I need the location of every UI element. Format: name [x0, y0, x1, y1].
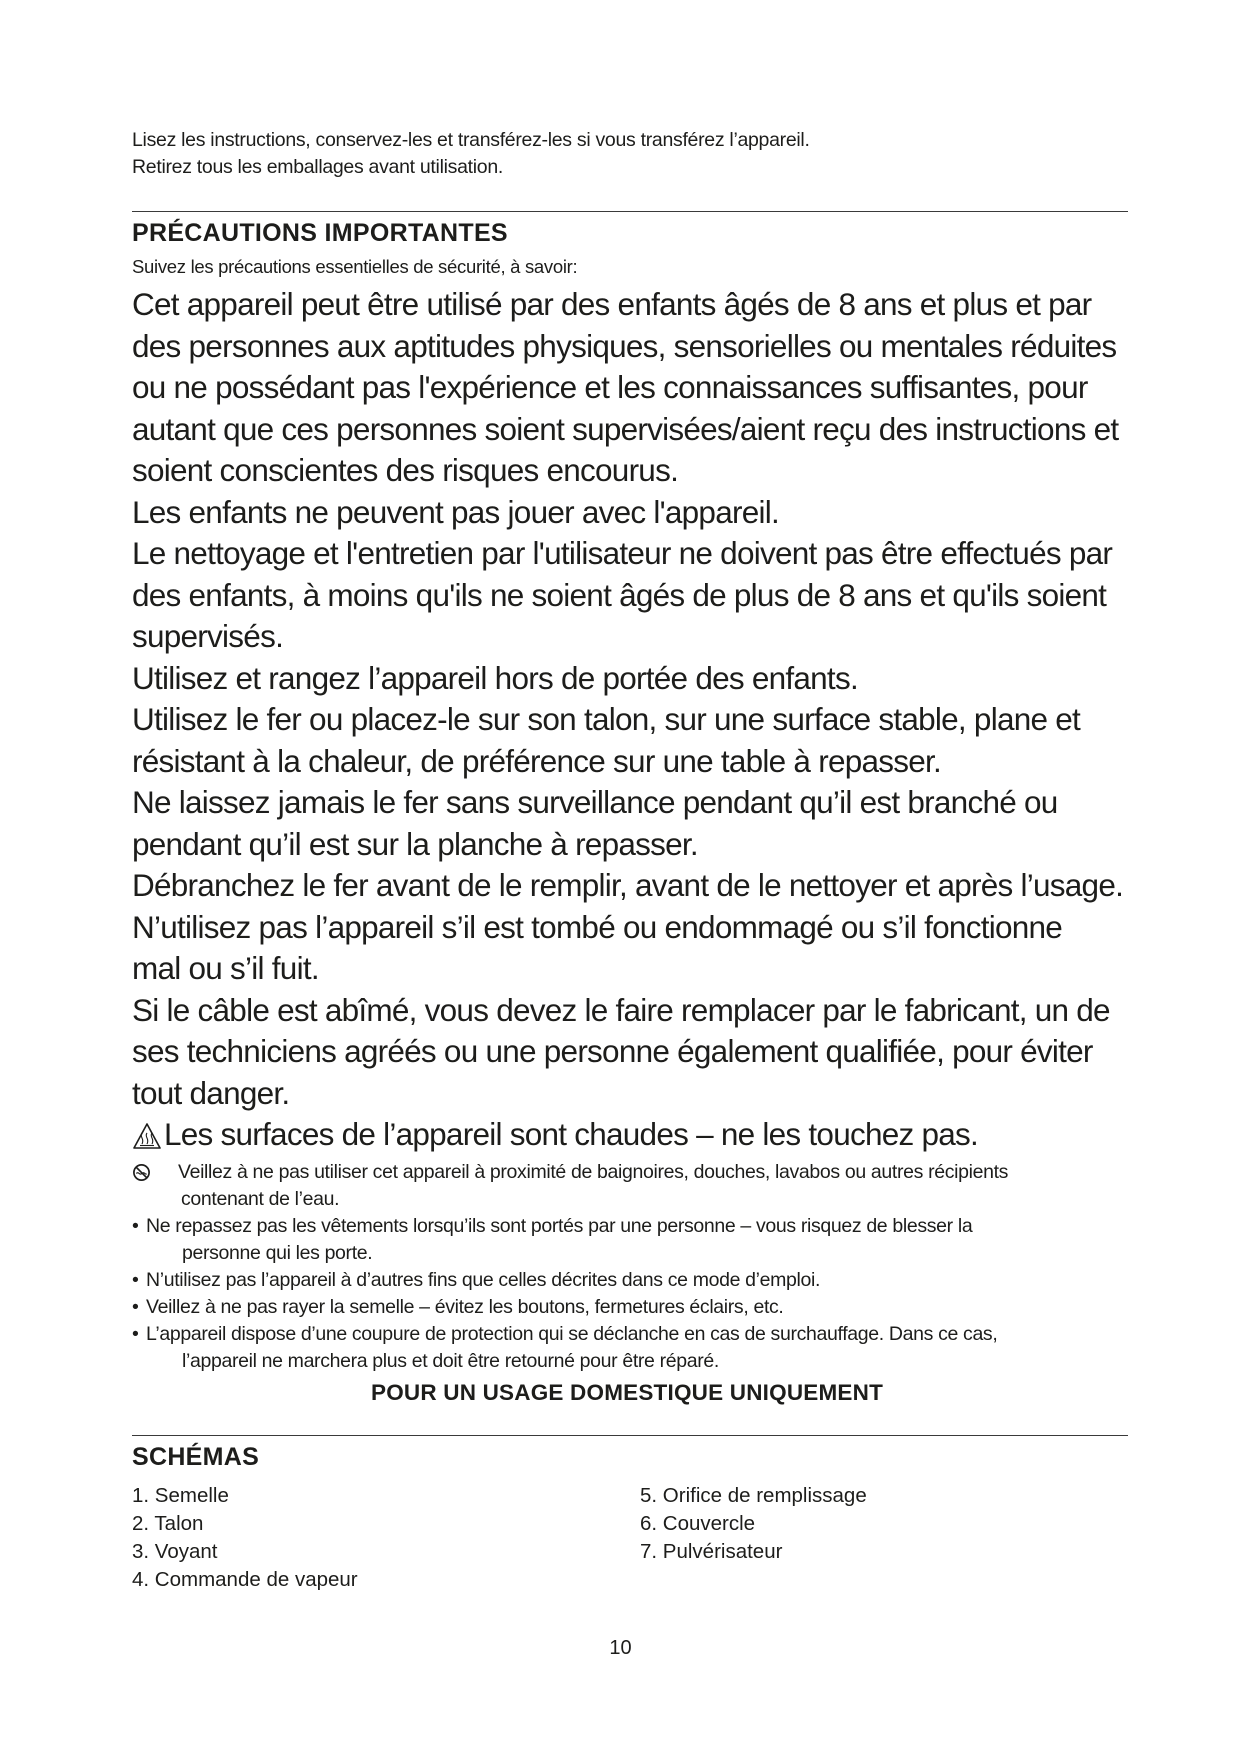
- bullet: •: [132, 1268, 139, 1291]
- part-item: 2. Talon: [132, 1511, 204, 1535]
- precaution-line: Cet appareil peut être utilisé par des enfants âgés de 8 ans et plus et par: [132, 286, 1092, 322]
- list-item-text: Veillez à ne pas utiliser cet appareil à proximité de baignoires, douches, lavabos ou autres récipients: [178, 1160, 1009, 1183]
- part-item: 4. Commande de vapeur: [132, 1567, 358, 1591]
- divider: [132, 1435, 1128, 1436]
- page-number: 10: [609, 1637, 632, 1659]
- precaution-line: tout danger.: [132, 1074, 290, 1111]
- precaution-line: des personnes aux aptitudes physiques, sensorielles ou mentales réduites: [132, 327, 1117, 364]
- precaution-line: Utilisez le fer ou placez-le sur son talon, sur une surface stable, plane et: [132, 701, 1081, 737]
- bullet: •: [132, 1322, 139, 1345]
- precaution-list: [132, 1159, 1132, 1375]
- precautions-text: [132, 284, 1132, 1156]
- list-item-text-cont: l’appareil ne marchera plus et doit être retourné pour être réparé.: [182, 1349, 719, 1372]
- parts-column: [132, 1482, 640, 1594]
- manual-page: [132, 127, 1132, 1594]
- precaution-line: pendant qu’il est sur la planche à repasser.: [132, 825, 698, 862]
- part-item: 7. Pulvérisateur: [640, 1539, 783, 1563]
- precaution-line: ses techniciens agréés ou une personne également qualifiée, pour éviter: [132, 1033, 1093, 1069]
- hot-surface-warning: [132, 1114, 1132, 1156]
- precaution-line: autant que ces personnes soient supervisées/aient reçu des instructions et: [132, 410, 1119, 447]
- precaution-line: soient conscientes des risques encourus.: [132, 452, 679, 488]
- part-item: 5. Orifice de remplissage: [640, 1483, 867, 1507]
- precautions-title: PRÉCAUTIONS IMPORTANTES: [132, 219, 508, 247]
- intro: [132, 127, 1132, 181]
- precaution-line: supervisés.: [132, 618, 284, 654]
- list-item-text: Ne repassez pas les vêtements lorsqu’ils sont portés par une personne – vous risquez de blesser la: [146, 1214, 973, 1237]
- intro-line: Retirez tous les emballages avant utilisation.: [132, 156, 503, 178]
- precaution-line: résistant à la chaleur, de préférence sur une table à repasser.: [132, 742, 942, 779]
- part-item: 3. Voyant: [132, 1539, 218, 1563]
- intro-line: Lisez les instructions, conservez-les et transférez-les si vous transférez l’appareil.: [132, 129, 810, 151]
- list-item: [132, 1294, 1132, 1321]
- precaution-line: mal ou s’il fuit.: [132, 950, 319, 986]
- list-item: [132, 1321, 1132, 1375]
- part-item: 6. Couvercle: [640, 1511, 756, 1535]
- precaution-line: Utilisez et rangez l’appareil hors de portée des enfants.: [132, 659, 858, 696]
- precaution-line: ou ne possédant pas l'expérience et les connaissances suffisantes, pour: [132, 369, 1088, 405]
- list-item-text-cont: personne qui les porte.: [182, 1241, 373, 1264]
- list-item-text: N’utilisez pas l’appareil à d’autres fins que celles décrites dans ce mode d’emploi.: [146, 1268, 821, 1291]
- list-item: [132, 1267, 1132, 1294]
- parts-list: [132, 1482, 1132, 1594]
- parts-column: [640, 1482, 867, 1594]
- bullet: •: [132, 1295, 139, 1318]
- hot-surface-warning-icon: [132, 1121, 162, 1151]
- no-water-icon: [132, 1163, 151, 1182]
- bullet: •: [132, 1214, 139, 1237]
- list-item: [132, 1213, 1132, 1267]
- precaution-line: Si le câble est abîmé, vous devez le faire remplacer par le fabricant, un de: [132, 991, 1110, 1028]
- domestic-use-notice: POUR UN USAGE DOMESTIQUE UNIQUEMENT: [370, 1379, 884, 1405]
- precaution-line: des enfants, à moins qu'ils ne soient âgés de plus de 8 ans et qu'ils soient: [132, 576, 1107, 613]
- precautions-subtitle: Suivez les précautions essentielles de sécurité, à savoir:: [132, 256, 578, 277]
- precaution-line: N’utilisez pas l’appareil s’il est tombé ou endommagé ou s’il fonctionne: [132, 908, 1063, 945]
- list-item-text-cont: contenant de l’eau.: [181, 1187, 340, 1210]
- precaution-line: Le nettoyage et l'entretien par l'utilisateur ne doivent pas être effectués par: [132, 535, 1113, 571]
- schemas-title: SCHÉMAS: [132, 1442, 260, 1471]
- part-item: 1. Semelle: [132, 1483, 229, 1507]
- list-item: [132, 1159, 1132, 1213]
- precaution-line: Ne laissez jamais le fer sans surveillance pendant qu’il est branché ou: [132, 784, 1058, 820]
- list-item-text: Veillez à ne pas rayer la semelle – évitez les boutons, fermetures éclairs, etc.: [146, 1295, 784, 1318]
- hot-surface-warning-text: Les surfaces de l’appareil sont chaudes – ne les touchez pas.: [164, 1116, 979, 1152]
- divider: [132, 211, 1128, 212]
- list-item-text: L’appareil dispose d’une coupure de protection qui se déclanche en cas de surchauffage. Dans ce cas,: [146, 1322, 998, 1345]
- precaution-line: Débranchez le fer avant de le remplir, avant de le nettoyer et après l’usage.: [132, 867, 1124, 903]
- precaution-line: Les enfants ne peuvent pas jouer avec l'appareil.: [132, 493, 779, 530]
